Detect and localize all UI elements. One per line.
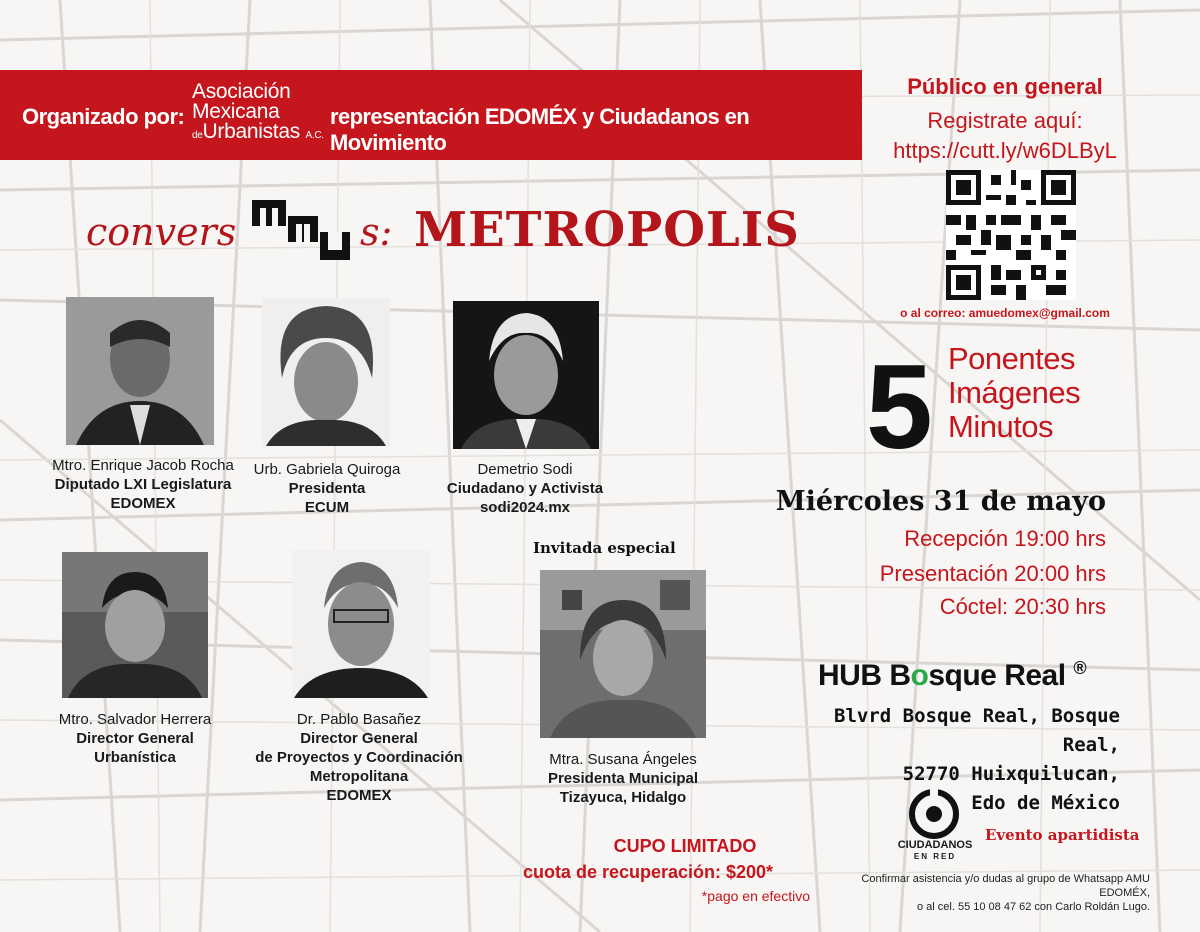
cocktail-time: Cóctel: 20:30 hrs: [939, 594, 1106, 619]
presentation-time: Presentación 20:00 hrs: [879, 561, 1106, 586]
qr-code-icon[interactable]: [946, 170, 1076, 300]
format-line-ponentes: Ponentes: [948, 341, 1075, 376]
limited-capacity: CUPO LIMITADO: [613, 836, 757, 856]
format-number: 5: [866, 340, 929, 474]
speaker-caption-gabriela: [232, 460, 422, 517]
title-prefix: convers: [86, 210, 237, 254]
event-date: Miércoles 31 de mayo: [775, 486, 1106, 517]
speaker-role: Presidenta: [288, 480, 366, 497]
recovery-fee: cuota de recuperación: $200*: [522, 862, 774, 882]
confirm-line1: Confirmar asistencia y/o dudas al grupo de Whatsapp AMU EDOMÉX,: [861, 873, 1150, 899]
reception-time: Recepción 19:00 hrs: [904, 526, 1106, 551]
logo-text-line1: CIUDADANOS: [897, 839, 973, 851]
speaker-role: EDOMEX: [110, 495, 176, 512]
register-label: Registrate aquí:: [927, 108, 1083, 133]
speaker-photo-pablo: [292, 550, 430, 698]
organized-by-label: Organizado por:: [22, 104, 185, 129]
amu-de: de: [192, 130, 203, 141]
speaker-role: Presidenta Municipal: [547, 770, 699, 787]
speaker-role: sodi2024.mx: [479, 499, 571, 516]
organizer-banner: [0, 70, 862, 160]
amu-line3: Urbanistas: [202, 120, 300, 143]
venue-hub: HUB: [818, 659, 882, 692]
format-line-minutos: Minutos: [948, 409, 1054, 444]
speaker-role: de Proyectos y Coordinación: [255, 749, 463, 766]
speaker-caption-susana: [512, 750, 734, 807]
speaker-name: Dr. Pablo Basañez: [296, 711, 422, 728]
registered-mark: ®: [1073, 658, 1087, 678]
speaker-role: Director General: [76, 730, 194, 747]
title-suffix: s:: [360, 210, 393, 254]
logo-text-line2: EN RED: [913, 852, 957, 861]
speaker-role: EDOMEX: [326, 787, 392, 804]
speaker-role: Ciudadano y Activista: [446, 480, 604, 497]
venue-b: B: [889, 659, 911, 692]
speaker-photo-enrique: [66, 297, 214, 445]
registration-link[interactable]: https://cutt.ly/w6DLByL: [893, 138, 1117, 163]
representation-text: representación EDOMÉX y Ciudadanos en Movimiento: [330, 104, 750, 155]
speaker-name: Urb. Gabriela Quiroga: [253, 461, 401, 478]
address-line3: Edo de México: [971, 792, 1120, 814]
speaker-caption-salvador: [30, 710, 240, 767]
amu-line2: Mexicana: [192, 100, 280, 123]
speaker-role: Diputado LXI Legislatura: [54, 476, 232, 493]
speaker-caption-pablo: [234, 710, 484, 805]
speaker-photo-demetrio: [453, 301, 599, 449]
speaker-name: Mtra. Susana Ángeles: [549, 751, 697, 768]
event-title: METROPOLIS: [414, 202, 800, 258]
nonpartisan-label: Evento apartidista: [985, 826, 1140, 844]
speaker-role: Tizayuca, Hidalgo: [559, 789, 687, 806]
address-line1: Blvrd Bosque Real, Bosque Real,: [834, 705, 1120, 756]
confirm-line2: o al cel. 55 10 08 47 62 con Carlo Roldán Lugo.: [917, 901, 1150, 913]
venue-o: o: [910, 659, 929, 692]
amu-block-logo-icon: [248, 196, 356, 264]
email-contact[interactable]: o al correo: amuedomex@gmail.com: [900, 306, 1110, 320]
speaker-role: ECUM: [304, 499, 350, 516]
address-line2: 52770 Huixquilucan,: [902, 763, 1120, 785]
speaker-role: Metropolitana: [309, 768, 409, 785]
ciudadanos-logo-text: [880, 840, 990, 862]
amu-logo-text: [192, 82, 324, 146]
ciudadanos-en-red-logo-icon: [906, 786, 962, 842]
speaker-role: Director General: [300, 730, 418, 747]
venue-rest: sque Real: [928, 659, 1066, 692]
speaker-name: Mtro. Enrique Jacob Rocha: [52, 457, 234, 474]
special-guest-label: Invitada especial: [533, 539, 676, 557]
speaker-name: Demetrio Sodi: [477, 461, 573, 478]
speaker-photo-salvador: [62, 552, 208, 698]
audience-heading: Público en general: [907, 74, 1103, 99]
format-line-imagenes: Imágenes: [948, 375, 1081, 410]
speaker-name: Mtro. Salvador Herrera: [58, 711, 212, 728]
confirm-note: [830, 872, 1150, 914]
speaker-caption-demetrio: [420, 460, 630, 517]
amu-line1: Asociación: [192, 80, 291, 103]
speaker-photo-susana: [540, 570, 706, 738]
amu-ac: A.C.: [305, 130, 324, 141]
speaker-photo-gabriela: [262, 298, 390, 446]
venue-name: [818, 658, 1086, 693]
speaker-role: Urbanística: [94, 749, 176, 766]
payment-note: *pago en efectivo: [701, 888, 810, 904]
format-list: [948, 342, 1080, 444]
speaker-caption-enrique: [38, 456, 248, 513]
